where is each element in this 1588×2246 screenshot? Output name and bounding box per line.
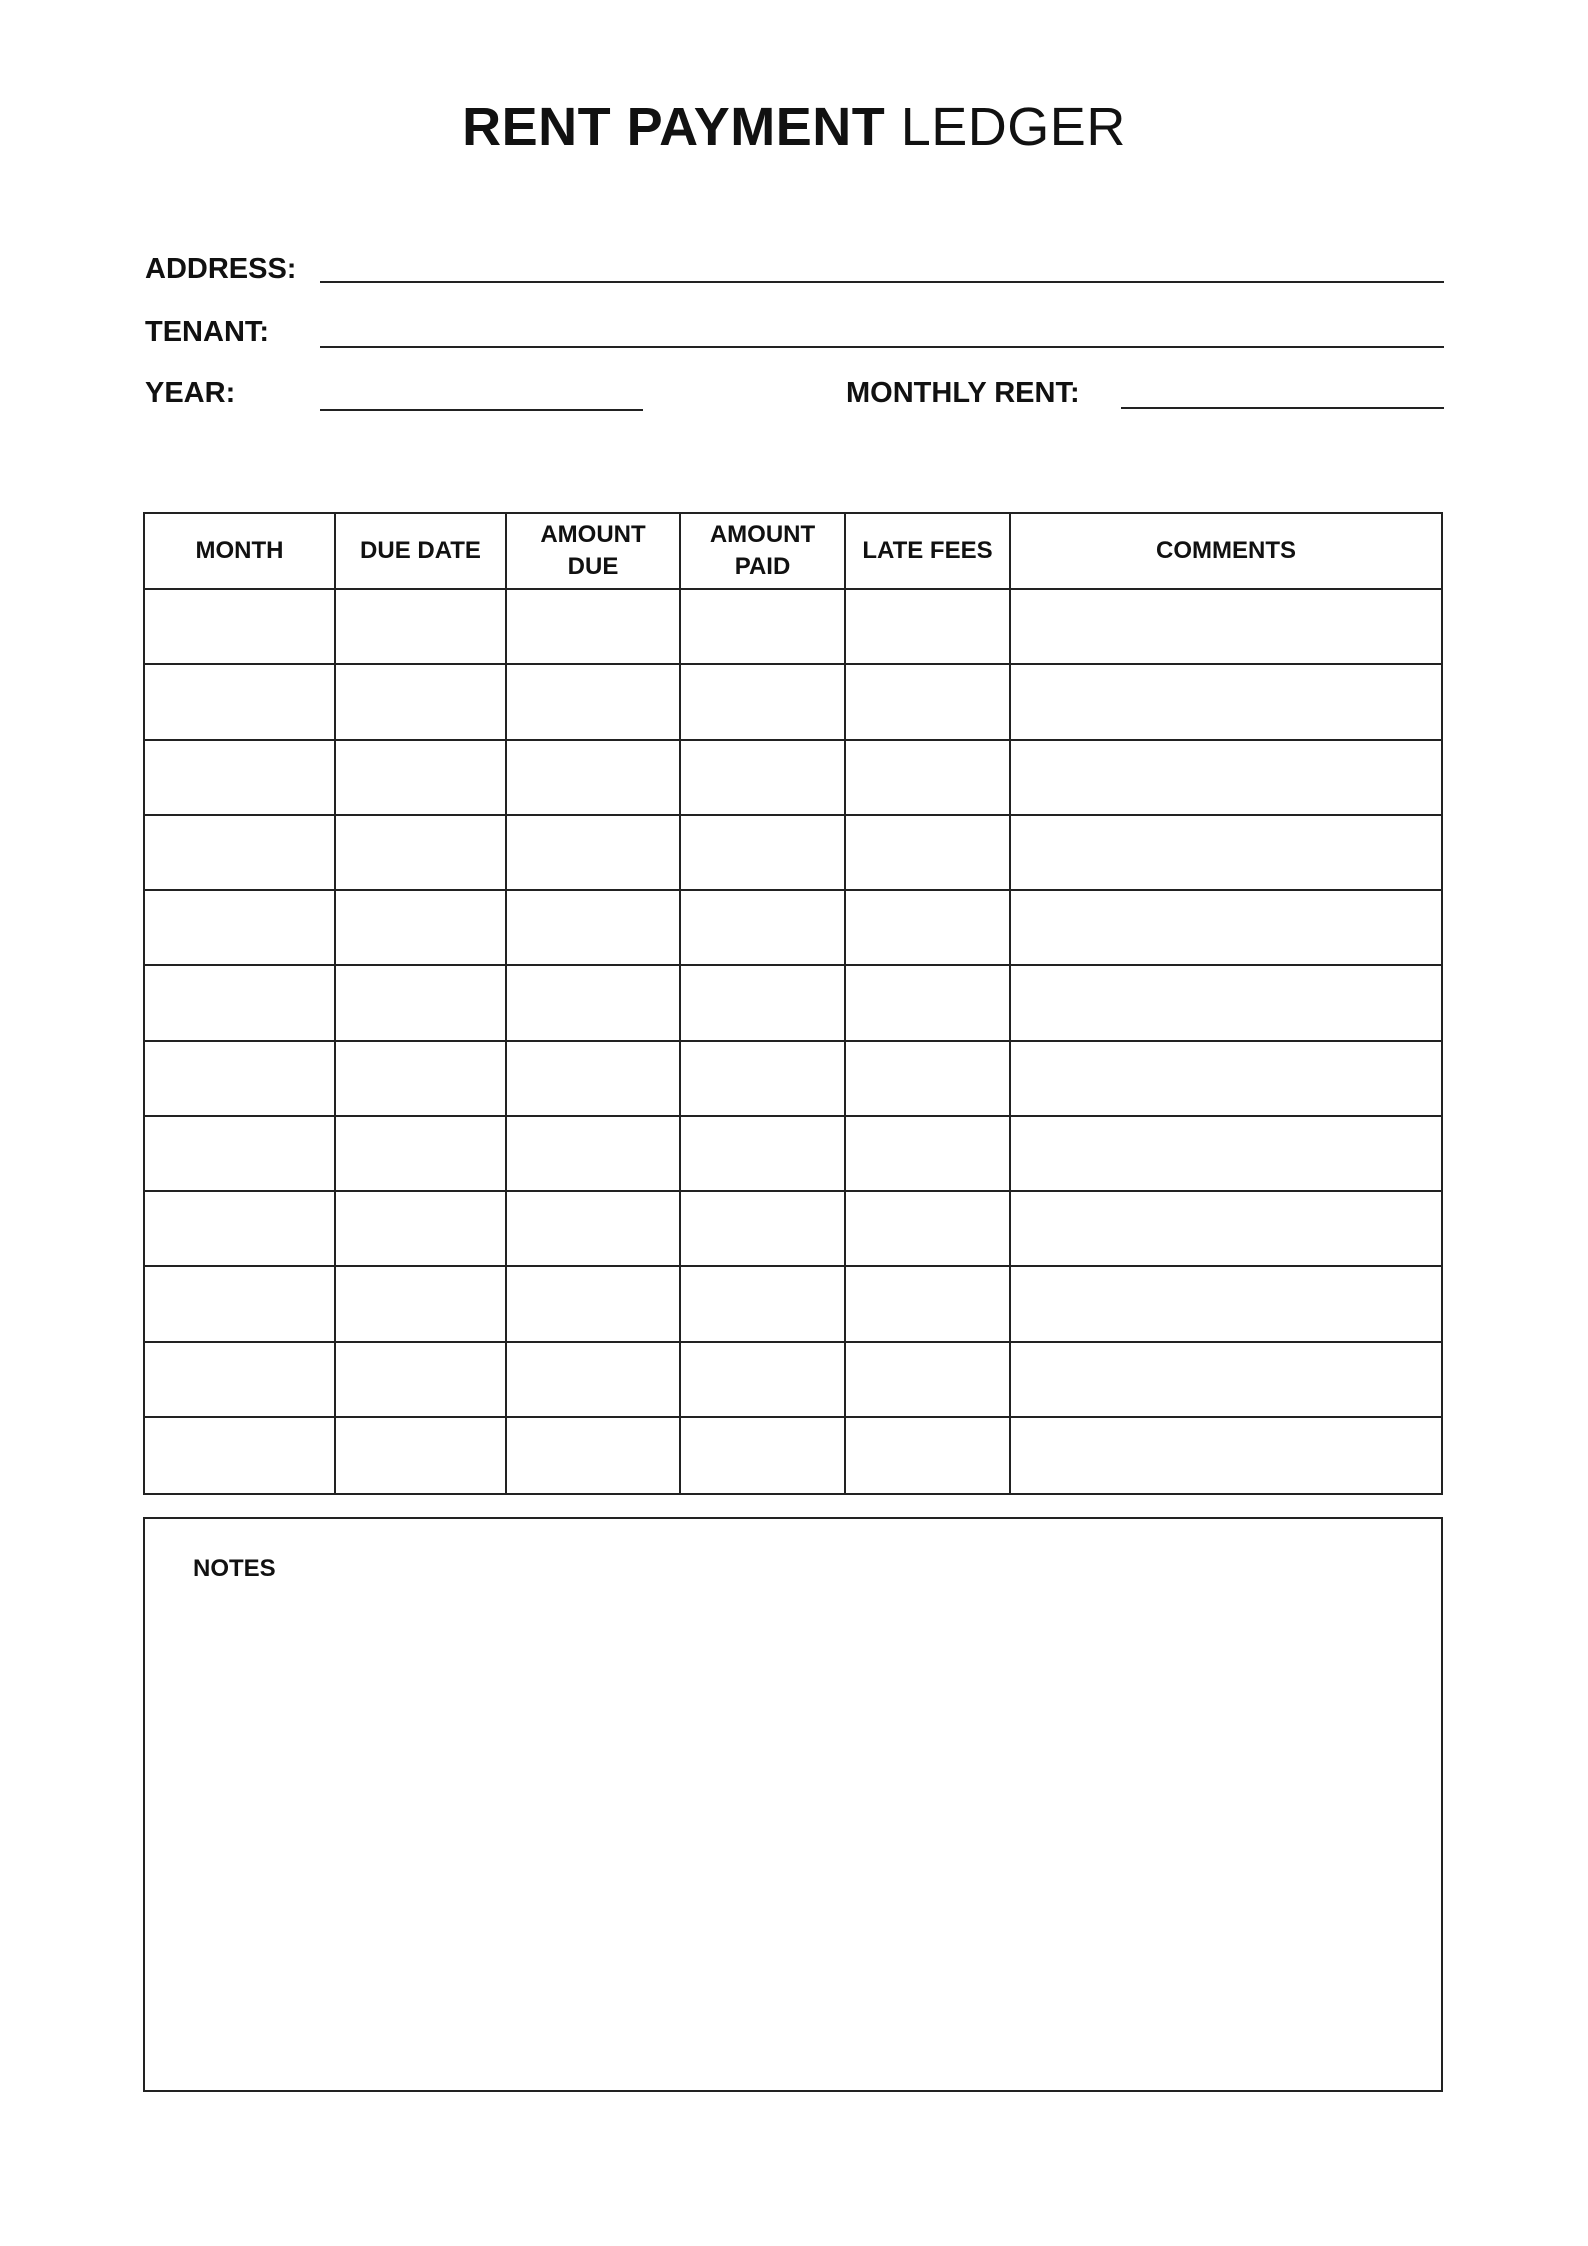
ledger-cell[interactable] <box>846 891 1011 966</box>
ledger-cell[interactable] <box>145 590 336 665</box>
page-title <box>0 92 1588 162</box>
monthly-rent-field[interactable] <box>1121 407 1444 409</box>
column-header: MONTH <box>145 514 336 590</box>
ledger-cell[interactable] <box>681 665 846 740</box>
ledger-cell[interactable] <box>507 1192 681 1267</box>
ledger-cell[interactable] <box>846 590 1011 665</box>
ledger-cell[interactable] <box>336 1117 507 1192</box>
monthly-rent-label: MONTHLY RENT: <box>846 377 1080 409</box>
title-bold: RENT PAYMENT <box>462 97 886 157</box>
notes-label: NOTES <box>193 1555 276 1582</box>
ledger-cell[interactable] <box>846 1418 1011 1493</box>
ledger-cell[interactable] <box>336 891 507 966</box>
ledger-cell[interactable] <box>681 1343 846 1418</box>
ledger-cell[interactable] <box>336 1192 507 1267</box>
ledger-cell[interactable] <box>681 1418 846 1493</box>
ledger-cell[interactable] <box>145 966 336 1041</box>
tenant-field[interactable] <box>320 346 1444 348</box>
tenant-label: TENANT: <box>145 316 270 348</box>
ledger-cell[interactable] <box>507 1117 681 1192</box>
ledger-cell[interactable] <box>336 741 507 816</box>
notes-box[interactable] <box>143 1517 1443 2092</box>
ledger-cell[interactable] <box>1011 1418 1441 1493</box>
ledger-cell[interactable] <box>1011 816 1441 891</box>
ledger-cell[interactable] <box>681 1042 846 1117</box>
ledger-cell[interactable] <box>846 1267 1011 1342</box>
ledger-cell[interactable] <box>336 665 507 740</box>
ledger-cell[interactable] <box>336 1343 507 1418</box>
ledger-cell[interactable] <box>507 816 681 891</box>
rent-ledger-table <box>143 512 1443 1495</box>
ledger-cell[interactable] <box>336 1267 507 1342</box>
ledger-cell[interactable] <box>1011 741 1441 816</box>
ledger-cell[interactable] <box>681 816 846 891</box>
ledger-cell[interactable] <box>1011 966 1441 1041</box>
ledger-cell[interactable] <box>145 1192 336 1267</box>
ledger-cell[interactable] <box>681 966 846 1041</box>
ledger-cell[interactable] <box>846 966 1011 1041</box>
column-header: AMOUNT DUE <box>507 514 681 590</box>
ledger-cell[interactable] <box>336 1042 507 1117</box>
ledger-cell[interactable] <box>846 1117 1011 1192</box>
ledger-cell[interactable] <box>681 741 846 816</box>
column-header: LATE FEES <box>846 514 1011 590</box>
ledger-cell[interactable] <box>145 1343 336 1418</box>
ledger-cell[interactable] <box>846 1192 1011 1267</box>
ledger-cell[interactable] <box>507 590 681 665</box>
ledger-cell[interactable] <box>336 1418 507 1493</box>
ledger-cell[interactable] <box>336 590 507 665</box>
ledger-cell[interactable] <box>1011 590 1441 665</box>
ledger-cell[interactable] <box>846 1343 1011 1418</box>
ledger-cell[interactable] <box>145 1042 336 1117</box>
ledger-cell[interactable] <box>1011 1267 1441 1342</box>
ledger-cell[interactable] <box>145 665 336 740</box>
ledger-cell[interactable] <box>145 1267 336 1342</box>
ledger-cell[interactable] <box>1011 665 1441 740</box>
year-field[interactable] <box>320 409 643 411</box>
ledger-cell[interactable] <box>336 966 507 1041</box>
ledger-cell[interactable] <box>1011 891 1441 966</box>
ledger-cell[interactable] <box>846 741 1011 816</box>
ledger-cell[interactable] <box>1011 1117 1441 1192</box>
ledger-cell[interactable] <box>336 816 507 891</box>
column-header: COMMENTS <box>1011 514 1441 590</box>
address-label: ADDRESS: <box>145 253 297 285</box>
ledger-cell[interactable] <box>507 891 681 966</box>
ledger-cell[interactable] <box>681 891 846 966</box>
ledger-cell[interactable] <box>1011 1042 1441 1117</box>
ledger-cell[interactable] <box>681 1117 846 1192</box>
ledger-cell[interactable] <box>507 1418 681 1493</box>
ledger-cell[interactable] <box>846 816 1011 891</box>
column-header: AMOUNT PAID <box>681 514 846 590</box>
ledger-cell[interactable] <box>145 1117 336 1192</box>
ledger-cell[interactable] <box>145 1418 336 1493</box>
ledger-cell[interactable] <box>507 966 681 1041</box>
ledger-cell[interactable] <box>145 816 336 891</box>
ledger-cell[interactable] <box>145 741 336 816</box>
address-field[interactable] <box>320 281 1444 283</box>
column-header: DUE DATE <box>336 514 507 590</box>
ledger-cell[interactable] <box>681 1267 846 1342</box>
ledger-cell[interactable] <box>1011 1192 1441 1267</box>
ledger-cell[interactable] <box>681 1192 846 1267</box>
ledger-cell[interactable] <box>507 1267 681 1342</box>
year-label: YEAR: <box>145 377 236 409</box>
ledger-cell[interactable] <box>681 590 846 665</box>
ledger-cell[interactable] <box>507 741 681 816</box>
ledger-cell[interactable] <box>846 665 1011 740</box>
title-light: LEDGER <box>900 97 1126 157</box>
ledger-cell[interactable] <box>507 1042 681 1117</box>
ledger-cell[interactable] <box>507 665 681 740</box>
ledger-cell[interactable] <box>1011 1343 1441 1418</box>
ledger-cell[interactable] <box>145 891 336 966</box>
ledger-cell[interactable] <box>846 1042 1011 1117</box>
ledger-cell[interactable] <box>507 1343 681 1418</box>
